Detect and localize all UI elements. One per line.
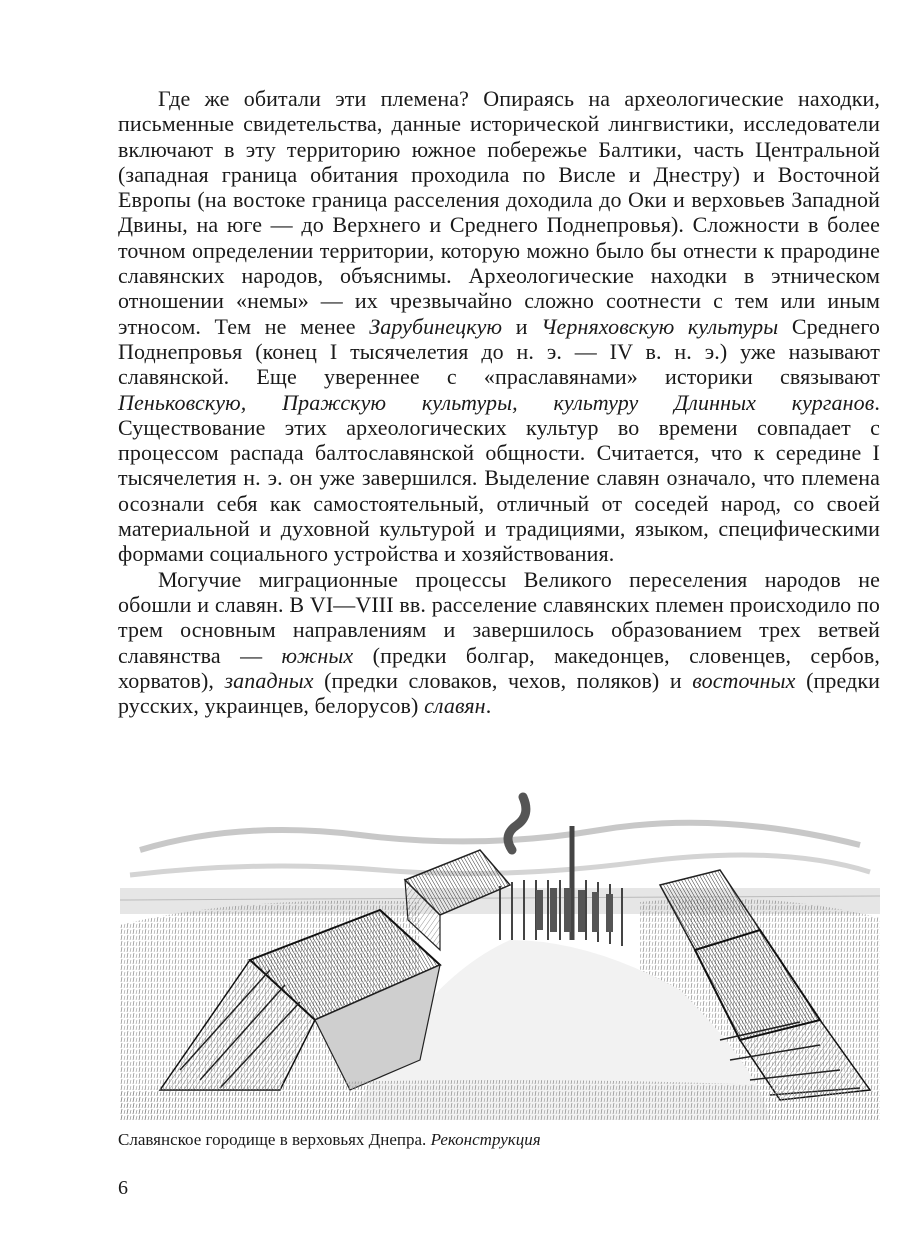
- page-number: 6: [118, 1177, 128, 1199]
- italic-term: южных: [281, 642, 354, 668]
- text-run: (предки русских, украинцев, белорусов): [118, 667, 880, 719]
- italic-term: славян: [424, 693, 486, 719]
- italic-term: Черняховскую культуры: [541, 313, 779, 339]
- paragraph-migration: [118, 567, 880, 719]
- text-run: и: [502, 313, 542, 339]
- text-run: (предки болгар, македонцев, словенцев, сербов, хорватов),: [118, 642, 880, 693]
- body-text: [118, 86, 880, 718]
- text-run: Где же обитали эти племена? Опираясь на археологические находки, письменные свидетельства, данные исторической лингвистики, исследователи включают в эту территорию южное побережье Балтики, часть Центральной (западная граница обитания проходила по Висле и Днестру) и Восточной Европы (на востоке граница расселения доходила до Оки и верховьев Западной Двины, на юге — до Верхнего и Среднего Поднепровья). Сложности в более точном определении территории, которую можно было бы отнести к прародине славянских народов, объяснимы. Археологические находки в этническом отношении «немы» — их чрезвычайно сложно соотнести с тем или иным этносом. Тем не менее: [118, 86, 880, 339]
- text-run: Могучие миграционные процессы Великого переселения народов не обошли и славян. В VI—VIII вв. расселение славянских племен происходило по трем основным направлениям и завершилось образованием трех ветвей славянства —: [118, 566, 880, 668]
- paragraph-homeland: [118, 86, 880, 567]
- text-run: . Существование этих археологических культур во времени совпадает с процессом распада балтославянской общности. Считается, что к середине I тысячелетия н. э. он уже завершился. Выделение славян означало, что племена осознали себя как самостоятельный, отличный от соседей народ, со своей материальной и духовной культурой и традициями, языком, специфическими формами социального устройства и хозяйствования.: [118, 389, 880, 567]
- slavic-settlement-engraving-icon: [120, 790, 880, 1120]
- text-run: Среднего Поднепровья (конец I тысячелетия до н. э. — IV в. н. э.) уже называют славянской. Еще увереннее с «праславянами» историки связывают: [118, 313, 880, 390]
- caption-italic: Реконструкция: [430, 1130, 541, 1149]
- text-run: (предки словаков, чехов, поляков) и: [313, 667, 693, 693]
- illustration-caption: [118, 1129, 541, 1151]
- settlement-illustration: [120, 790, 880, 1120]
- italic-term: Зарубинецкую: [369, 313, 503, 339]
- caption-text: Славянское городище в верховьях Днепра.: [118, 1130, 431, 1149]
- italic-term: Пеньковскую, Пражскую культуры, культуру Длинных курганов: [118, 389, 875, 415]
- italic-term: западных: [224, 667, 314, 693]
- text-run: .: [485, 693, 492, 719]
- italic-term: восточных: [692, 667, 796, 693]
